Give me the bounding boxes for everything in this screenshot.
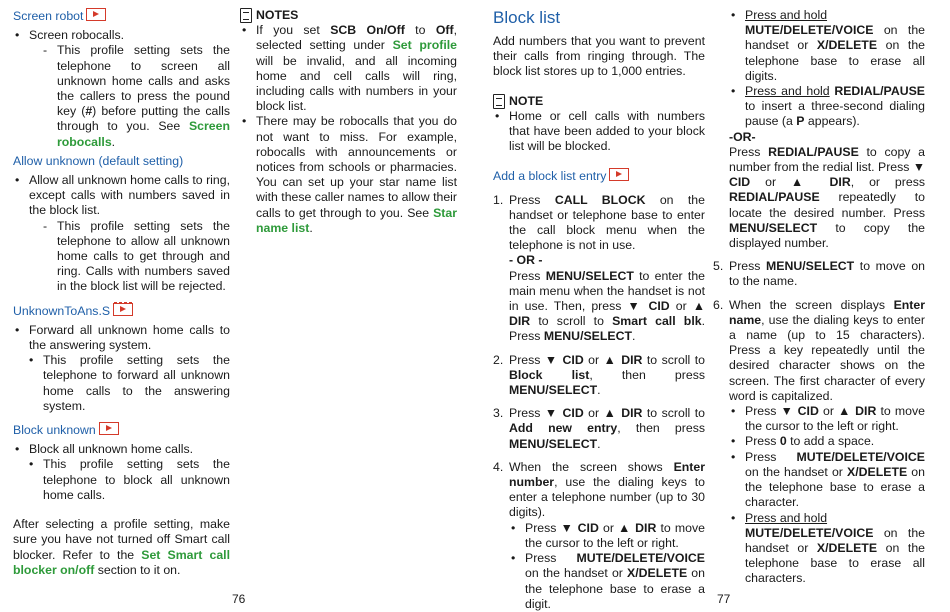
- block-unknown-sub: • This profile setting sets the telephone to block all unknown home calls.: [13, 457, 230, 503]
- step-4-erase: • Press MUTE/DELETE/VOICE on the handset or X/DELETE on the telephone base to erase a digit.: [509, 551, 705, 612]
- block-list-column: [493, 8, 705, 612]
- step-4: 4. When the screen shows Enter number, use the dialing keys to enter a telephone number (up to 30 digits). • Press ▼ CID or ▲ DIR to move the cursor to the left or right. • Press MUTE/DELETE/VOICE on the handset or X/DELETE on the telephone base to erase a digit.: [493, 460, 705, 612]
- note-1: • If you set SCB On/Off to Off, selected setting under Set profile will be invalid, and all incoming home and cell calls will ring, including calls with numbers in your block list.: [240, 23, 457, 114]
- profile-settings-column: [13, 8, 230, 578]
- erase-all-digits: • Press and hold MUTE/DELETE/VOICE on the handset or X/DELETE on the telephone base to erase all digits.: [729, 8, 925, 84]
- unknown-to-ans-bullet: • Forward all unknown home calls to the answering system.: [13, 323, 230, 353]
- page-number: 76: [232, 591, 246, 606]
- screen-robot-heading: Screen robot: [13, 8, 230, 24]
- notes-column: [240, 8, 457, 236]
- step-6-space: • Press 0 to add a space.: [729, 434, 925, 449]
- video-icon[interactable]: [86, 8, 106, 21]
- set-profile-link[interactable]: Set profile: [392, 38, 457, 53]
- note-text: • Home or cell calls with numbers that have been added to your block list will be blocked.: [493, 109, 705, 155]
- note-heading: NOTE: [493, 94, 705, 109]
- unknown-to-ans-sub: • This profile setting sets the telephone to forward all unknown home calls to the answering system.: [13, 353, 230, 414]
- page-number: 77: [717, 591, 731, 606]
- page-77: [475, 0, 950, 609]
- note-icon: [493, 94, 505, 109]
- intro-paragraph: Add numbers that you want to prevent their calls from ringing through. The block list stores up to 1,000 entries.: [493, 34, 705, 79]
- star-name-list-link[interactable]: Star name list: [256, 205, 457, 235]
- video-icon[interactable]: [99, 422, 119, 435]
- insert-pause: • Press and hold REDIAL/PAUSE to insert a three-second dialing pause (a P appears).: [729, 84, 925, 130]
- screen-robocalls-link[interactable]: Screen robocalls: [57, 119, 230, 149]
- block-unknown-bullet: • Block all unknown home calls.: [13, 442, 230, 457]
- block-unknown-heading: Block unknown: [13, 422, 230, 438]
- step-2: 2. Press ▼ CID or ▲ DIR to scroll to Block list, then press MENU/SELECT.: [493, 352, 705, 398]
- set-scb-link[interactable]: Set Smart call blocker on/off: [13, 547, 230, 577]
- screen-robot-sub: - This profile setting sets the telephone to screen all unknown home calls and asks the callers to press the pound key (#) before putting the calls through to you. See Screen robocalls.: [13, 43, 230, 149]
- redial-copy: -OR- Press REDIAL/PAUSE to copy a number from the redial list. Press ▼ CID or ▲ DIR, or press REDIAL/PAUSE repeatedly to locate the desired number. Press MENU/SELECT to copy the displayed number.: [729, 129, 926, 251]
- video-icon[interactable]: [113, 303, 133, 316]
- note-2: • There may be robocalls that you do not want to miss. For example, robocalls with announcements or notices from schools or pharmacies. You can set up your star name list with these caller names to allow their calls to get through to you. See Star name list.: [240, 114, 457, 236]
- step-6-cursor: • Press ▼ CID or ▲ DIR to move the cursor to the left or right.: [729, 404, 925, 434]
- unknown-to-ans-heading: UnknownToAns.S: [13, 303, 230, 319]
- step-6-erase-all: • Press and hold MUTE/DELETE/VOICE on the handset or X/DELETE on the telephone base to erase all characters.: [729, 511, 925, 587]
- video-icon[interactable]: [609, 168, 629, 181]
- step-6: 6. When the screen displays Enter name, use the dialing keys to enter a name (up to 15 characters). Press a key repeatedly until the desired character shows on the screen. The first character of every word is capitalized. • Press ▼ CID or ▲ DIR to move the cursor to the left or right. • Press 0 to add a space. • Press MUTE/DELETE/VOICE on the handset or X/DELETE on the telephone base to erase a character. • Press and hold MUTE/DELETE/VOICE on the handset or X/DELETE on the telephone base to erase all characters.: [713, 298, 925, 587]
- steps-continued-column: [713, 8, 925, 587]
- page-title: Block list: [493, 8, 561, 27]
- step-4-cursor: • Press ▼ CID or ▲ DIR to move the cursor to the left or right.: [509, 521, 705, 551]
- allow-unknown-sub: - This profile setting sets the telephone to allow all unknown home calls to get through and ring. Calls with numbers saved in the block list will be rejected.: [13, 219, 230, 295]
- step-3: 3. Press ▼ CID or ▲ DIR to scroll to Add new entry, then press MENU/SELECT.: [493, 406, 705, 451]
- step-1: 1. Press CALL BLOCK on the handset or telephone base to enter the call block menu when the telephone is not in use. - OR - Press MENU/SELECT to enter the main menu when the handset is not in use. Then, press ▼ CID or ▲ DIR to scroll to Smart call blk. Press MENU/SELECT.: [493, 192, 705, 344]
- after-selecting-paragraph: After selecting a profile setting, make sure you have not turned off Smart call blocker. Refer to the Set Smart call blocker on/off section to it on.: [13, 517, 230, 577]
- step-5: 5. Press MENU/SELECT to move on to the name.: [713, 259, 925, 289]
- notes-heading: NOTES: [240, 8, 457, 23]
- page-76: [0, 0, 475, 609]
- screen-robot-bullet: • Screen robocalls.: [13, 28, 230, 43]
- allow-unknown-bullet: • Allow all unknown home calls to ring, except calls with numbers saved in the block list.: [13, 173, 230, 219]
- step-6-erase: • Press MUTE/DELETE/VOICE on the handset or X/DELETE on the telephone base to erase a character.: [729, 450, 925, 511]
- add-entry-heading: Add a block list entry: [493, 168, 705, 184]
- note-icon: [240, 8, 252, 23]
- allow-unknown-heading: Allow unknown (default setting): [13, 153, 184, 168]
